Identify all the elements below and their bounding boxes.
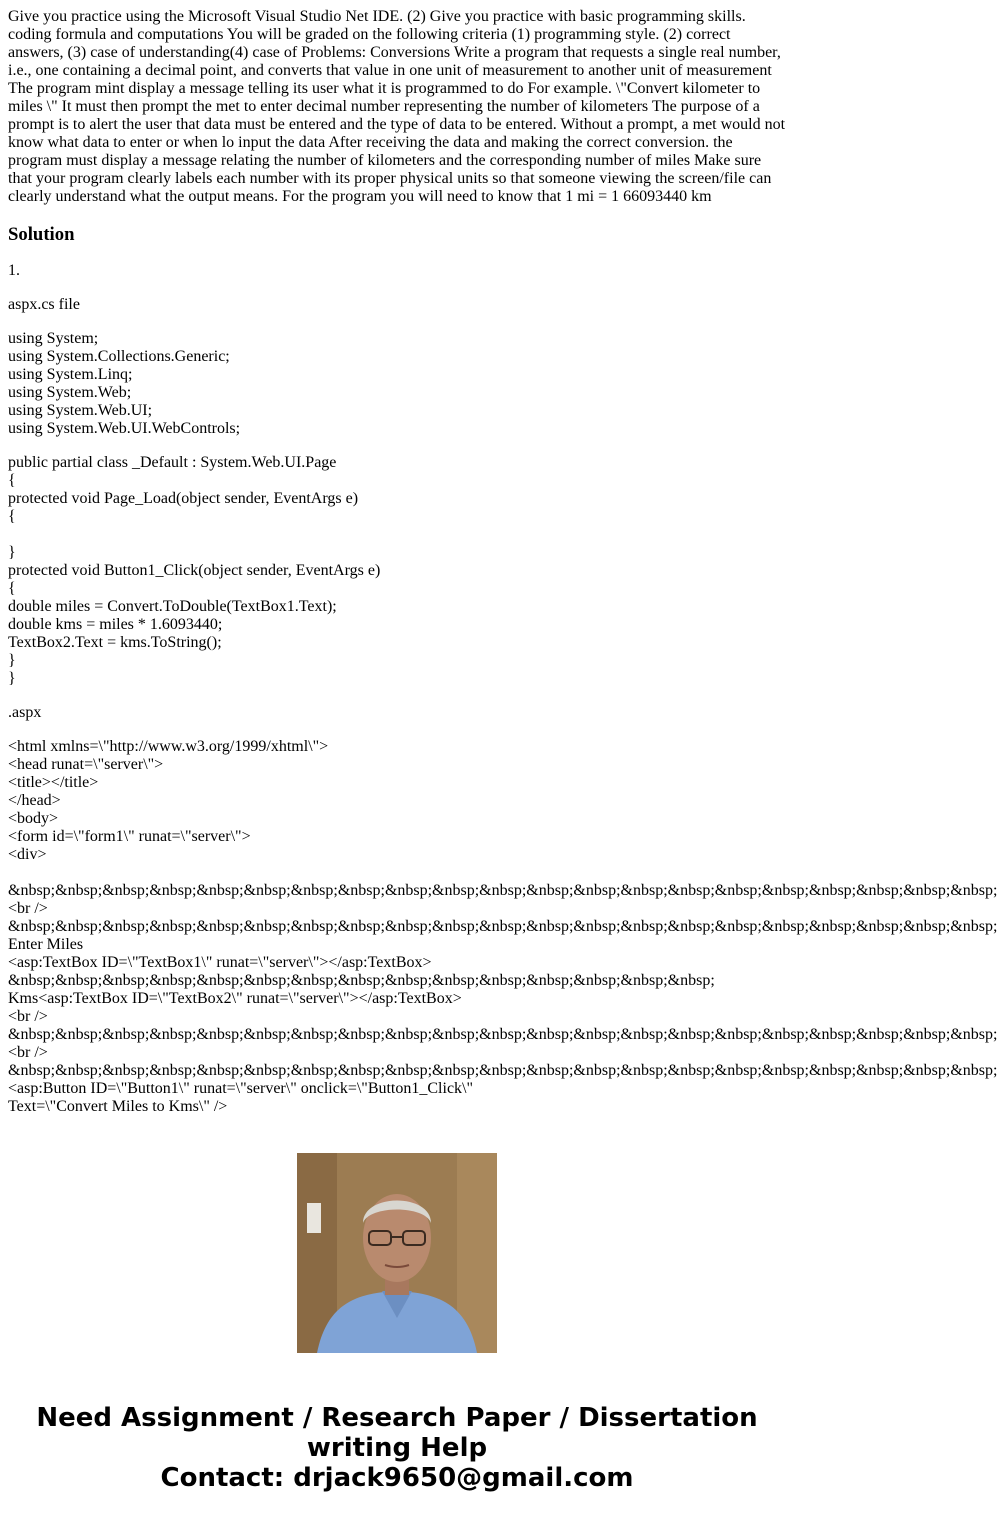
code-line: <title></title>: [8, 774, 99, 791]
code-line: <div>: [8, 846, 47, 863]
code-line: <asp:TextBox ID=\"TextBox1\" runat=\"server\"></asp:TextBox>: [8, 954, 432, 971]
code-line: Enter Miles: [8, 936, 84, 953]
code-line: using System.Linq;: [8, 366, 133, 383]
code-line: using System.Web;: [8, 384, 132, 401]
author-portrait: [297, 1153, 497, 1353]
step-number: 1.: [8, 262, 20, 279]
code-line: {: [8, 472, 16, 489]
blank-line: [8, 526, 786, 544]
code-line: &nbsp;&nbsp;&nbsp;&nbsp;&nbsp;&nbsp;&nbsp;&nbsp;&nbsp;&nbsp;&nbsp;&nbsp;&nbsp;&nbsp;&nbsp;&nbsp;&nbsp;&nbsp;&nbsp;&nbsp;&nbsp;: [8, 882, 997, 899]
code-line: protected void Button1_Click(object sender, EventArgs e): [8, 562, 381, 579]
cs-file-label: aspx.cs file: [8, 296, 80, 313]
solution-heading: Solution: [8, 224, 75, 245]
footer-ad: [0, 1403, 794, 1493]
code-line: </head>: [8, 792, 61, 809]
code-line: TextBox2.Text = kms.ToString();: [8, 634, 222, 651]
code-line: }: [8, 652, 16, 669]
code-line: using System.Web.UI;: [8, 402, 153, 419]
aspx-block: [8, 738, 997, 1116]
code-line: <head runat=\"server\">: [8, 756, 164, 773]
code-line: Kms<asp:TextBox ID=\"TextBox2\" runat=\"server\"></asp:TextBox>: [8, 990, 462, 1007]
code-line: double miles = Convert.ToDouble(TextBox1.Text);: [8, 598, 337, 615]
code-line: }: [8, 670, 16, 687]
code-line: &nbsp;&nbsp;&nbsp;&nbsp;&nbsp;&nbsp;&nbsp;&nbsp;&nbsp;&nbsp;&nbsp;&nbsp;&nbsp;&nbsp;&nbsp;&nbsp;&nbsp;&nbsp;&nbsp;&nbsp;&nbsp;: [8, 1026, 997, 1043]
code-line: using System.Web.UI.WebControls;: [8, 420, 241, 437]
code-line: <br />: [8, 1008, 48, 1025]
code-line: using System;: [8, 330, 99, 347]
portrait-image: [297, 1153, 497, 1353]
code-line: Text=\"Convert Miles to Kms\" />: [8, 1098, 228, 1115]
code-line: {: [8, 580, 16, 597]
problem-statement: Give you practice using the Microsoft Visual Studio Net IDE. (2) Give you practice with basic programming skills. coding formula and computations You will be graded on the following criteria (1) programming style. (2) correct answers, (3) case of understanding(4) case of Problems: Conversions Write a program that requests a single real number, i.e., one containing a decimal point, and converts that value in one unit of measurement to another unit of measurement The program mint display a message telling its user what it is programmed to do For example. \"Convert kilometer to miles \" It must then prompt the met to enter decimal number representing the number of kilometers The purpose of a prompt is to alert the user that data must be entered and the type of data to be entered. Without a prompt, a met would not know what data to enter or when lo input the data After receiving the data and making the correct conversion. the program must display a message relating the number of kilometers and the corresponding number of miles Make sure that your program clearly labels each number with its proper physical units so that someone viewing the screen/file can clearly understand what the output means. For the program you will need to know that 1 mi = 1 66093440 km: [8, 8, 786, 205]
code-line: using System.Collections.Generic;: [8, 348, 230, 365]
code-line: <br />: [8, 1044, 48, 1061]
cs-class-block: [8, 454, 786, 688]
footer-line: Need Assignment / Research Paper / Dissertation: [36, 1403, 758, 1433]
code-line: <body>: [8, 810, 59, 827]
code-line: &nbsp;&nbsp;&nbsp;&nbsp;&nbsp;&nbsp;&nbsp;&nbsp;&nbsp;&nbsp;&nbsp;&nbsp;&nbsp;&nbsp;&nbsp;: [8, 972, 715, 989]
code-line: double kms = miles * 1.6093440;: [8, 616, 223, 633]
code-line: <html xmlns=\"http://www.w3.org/1999/xhtml\">: [8, 738, 329, 755]
footer-contact: Contact: drjack9650@gmail.com: [160, 1463, 634, 1493]
code-line: <form id=\"form1\" runat=\"server\">: [8, 828, 251, 845]
cs-usings-block: [8, 330, 786, 438]
code-line: protected void Page_Load(object sender, EventArgs e): [8, 490, 359, 507]
portrait-switch: [307, 1203, 321, 1233]
code-line: <asp:Button ID=\"Button1\" runat=\"server\" onclick=\"Button1_Click\": [8, 1080, 474, 1097]
code-line: &nbsp;&nbsp;&nbsp;&nbsp;&nbsp;&nbsp;&nbsp;&nbsp;&nbsp;&nbsp;&nbsp;&nbsp;&nbsp;&nbsp;&nbsp;&nbsp;&nbsp;&nbsp;&nbsp;&nbsp;&nbsp;: [8, 1062, 997, 1079]
code-line: &nbsp;&nbsp;&nbsp;&nbsp;&nbsp;&nbsp;&nbsp;&nbsp;&nbsp;&nbsp;&nbsp;&nbsp;&nbsp;&nbsp;&nbsp;&nbsp;&nbsp;&nbsp;&nbsp;&nbsp;&nbsp;: [8, 918, 997, 935]
code-line: }: [8, 544, 16, 561]
footer-line: writing Help: [306, 1433, 488, 1463]
aspx-label: .aspx: [8, 704, 42, 721]
blank-line: [8, 864, 786, 882]
code-line: <br />: [8, 900, 48, 917]
code-line: {: [8, 508, 16, 525]
code-line: public partial class _Default : System.Web.UI.Page: [8, 454, 337, 471]
